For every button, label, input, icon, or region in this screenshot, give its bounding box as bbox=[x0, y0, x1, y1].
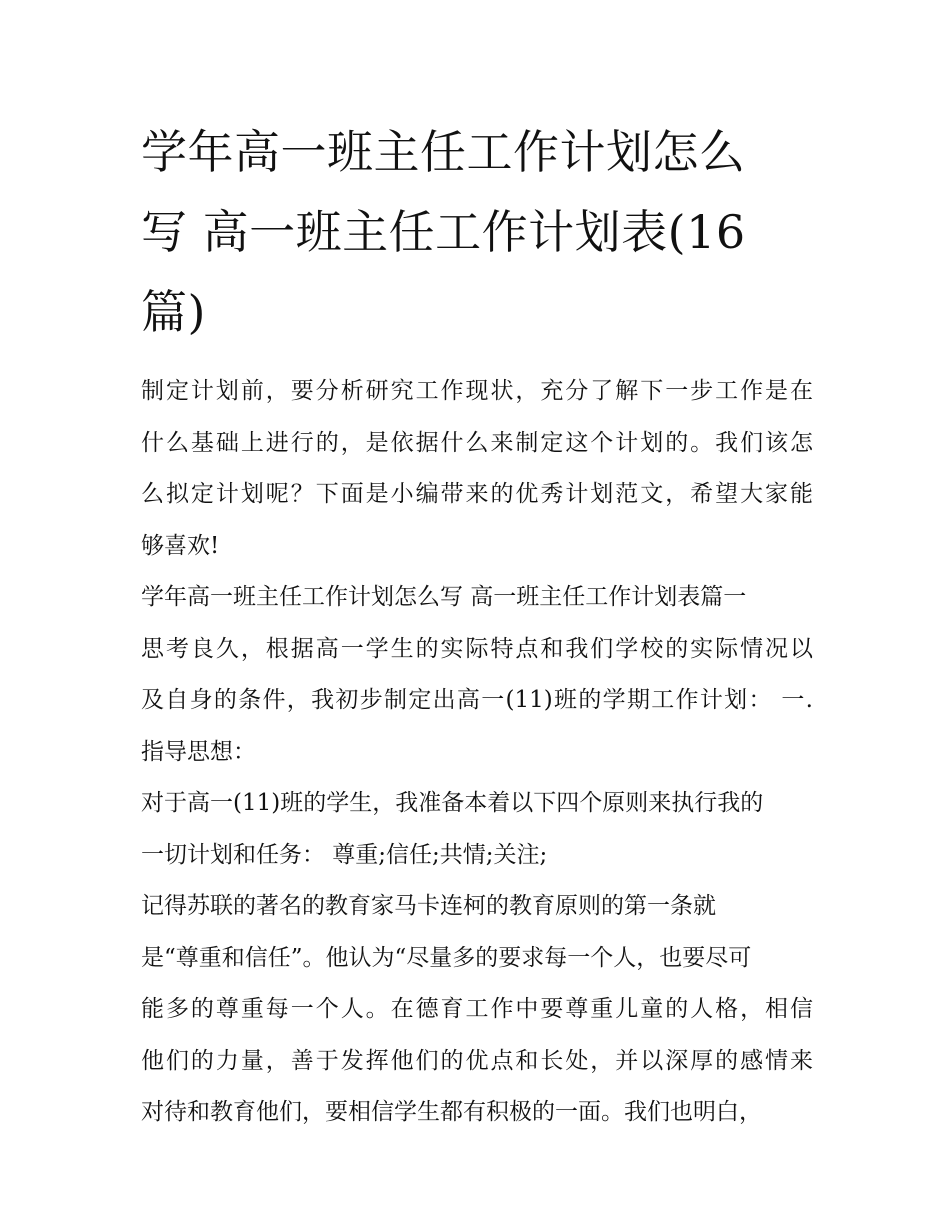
title-line: 写 高一班主任工作计划表(16 bbox=[141, 205, 746, 259]
text-line: 记得苏联的著名的教育家马卡连柯的教育原则的第一条就 bbox=[141, 893, 716, 919]
document-content bbox=[141, 112, 813, 1139]
text-line: 是“尊重和信任”。他认为“尽量多的要求每一个人，也要尽可 bbox=[141, 944, 752, 971]
document-title bbox=[141, 112, 813, 352]
text-line: 什么基础上进行的，是依据什么来制定这个计划的。我们该怎 bbox=[141, 429, 813, 456]
text-line: 对待和教育他们，要相信学生都有积极的一面。我们也明白， bbox=[141, 1099, 762, 1125]
title-line: 篇) bbox=[141, 285, 206, 339]
text-line: 对于高一(11)班的学生，我准备本着以下四个原则来执行我的 bbox=[141, 790, 764, 816]
text-line: 学年高一班主任工作计划怎么写 高一班主任工作计划表篇一 bbox=[141, 584, 747, 610]
text-line: 指导思想： bbox=[141, 738, 256, 765]
text-line: 一切计划和任务： 尊重;信任;共情;关注; bbox=[141, 841, 548, 868]
document-body bbox=[141, 366, 813, 1139]
text-line: 及自身的条件，我初步制定出高一(11)班的学期工作计划： 一. bbox=[141, 687, 813, 713]
text-line: 够喜欢! bbox=[141, 532, 220, 559]
text-line: 思考良久，根据高一学生的实际特点和我们学校的实际情况以 bbox=[141, 635, 813, 662]
text-line: 么拟定计划呢？下面是小编带来的优秀计划范文，希望大家能 bbox=[141, 481, 813, 507]
text-line: 他们的力量，善于发挥他们的优点和长处，并以深厚的感情来 bbox=[141, 1047, 813, 1074]
text-line: 制定计划前，要分析研究工作现状，充分了解下一步工作是在 bbox=[141, 378, 813, 404]
text-line: 能多的尊重每一个人。在德育工作中要尊重儿童的人格，相信 bbox=[141, 996, 813, 1022]
title-line: 学年高一班主任工作计划怎么 bbox=[141, 125, 746, 179]
